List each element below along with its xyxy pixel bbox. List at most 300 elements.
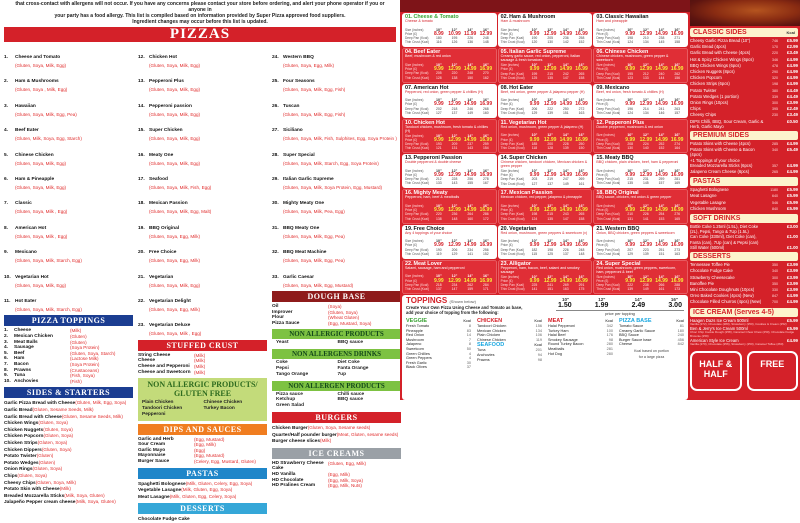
half-and-half-label: HALF	[703, 368, 728, 379]
card-value: 16"	[483, 203, 489, 208]
card-value: 276	[674, 212, 681, 217]
pizza-allergens: (Gluten, Soya, Milk, Egg)	[149, 136, 201, 142]
pizza-name: Cheese and Tomato	[15, 55, 61, 60]
card-value: 218	[436, 282, 442, 287]
pizza-number: 9.	[4, 250, 9, 256]
pizza-number: 23.	[138, 323, 145, 329]
pizza-name: Garlic Caesar	[283, 274, 314, 280]
card-row-label: Deep Pan (Kcal)	[405, 142, 429, 147]
pizza-number: 13.	[138, 79, 145, 85]
topping-item	[548, 352, 613, 357]
card-value: 12.99	[448, 136, 461, 143]
sidebar-item-price: £0.50	[787, 118, 798, 124]
card-table-row	[405, 111, 494, 115]
card-value: 16"	[483, 239, 489, 243]
card-value: 14"	[467, 133, 474, 138]
card-row-label: Price (£)	[405, 243, 418, 248]
sidebar-item-price: £4.49	[787, 93, 798, 99]
topping-price: 1.99	[594, 302, 609, 309]
card-value: 9.99	[433, 136, 444, 143]
sidebar-item-price: £3.00	[787, 224, 798, 230]
card-value: 16"	[674, 168, 681, 173]
pizza-allergens: (Gluten, Soya, Milk , Egg)	[15, 209, 68, 215]
list-item	[4, 400, 133, 407]
pizza-number: 11.	[4, 299, 11, 305]
card-value: 152	[658, 146, 665, 151]
sidebar-item-price: £3.99	[787, 262, 798, 268]
sidebar-item-kcal: 340	[772, 148, 778, 153]
item-number: 6.	[4, 356, 9, 362]
pizza-card	[498, 189, 593, 223]
card-row-label: Thin Crust (Kcal)	[500, 40, 525, 45]
pizza-card-number: 03.	[596, 14, 604, 20]
pizza-card-name: Super Special	[604, 260, 641, 267]
pizza-card-name: Classic Hawaiian	[604, 14, 649, 20]
pizza-card-number: 14.	[500, 155, 509, 161]
card-value: 246	[467, 106, 474, 111]
card-value: 12"	[547, 239, 554, 243]
item-name: Burger cheese slices	[272, 439, 320, 445]
sidebar-section-header	[690, 308, 798, 317]
card-value: 12"	[642, 203, 649, 208]
pizza-allergens: (Gluten, Soya, Milk, Egg, Fish)	[283, 111, 346, 117]
card-value: 14"	[467, 203, 474, 208]
card-row-label: Price (£)	[405, 172, 418, 177]
list-item	[272, 461, 401, 472]
pizza-allergen-item	[272, 167, 401, 190]
card-table-row	[501, 252, 590, 256]
pizza-allergen-item	[138, 167, 267, 190]
card-value: 266	[658, 283, 665, 288]
pizza-allergens: (Gluten, Soya, Milk, Egg, Pea)	[283, 258, 345, 264]
pizza-card-description: Red onion, mushroom, green peppers & sweetcorn (v)	[500, 230, 588, 235]
item-allergens: (Gluten, Sesame Seeds, Milk)	[61, 413, 123, 419]
card-table-row	[596, 287, 685, 291]
card-row-label: Thin Crust (Kcal)	[596, 287, 621, 292]
card-value: 14"	[562, 63, 569, 68]
topping-group-name: PIZZA BASE	[619, 318, 652, 324]
card-value: 123	[627, 75, 633, 80]
card-value: 16.99	[670, 136, 684, 143]
item-name: Improver	[272, 309, 293, 315]
topping-kcal: 176	[606, 333, 613, 338]
card-value: 139	[563, 146, 569, 151]
item-allergens: (Gluten, Egg, Milk)	[328, 460, 367, 466]
card-value: 16"	[674, 98, 681, 102]
item-allergens: (Gluten, Soya)	[41, 446, 72, 452]
sidebar-item-name: Cheesy Chips	[690, 112, 717, 118]
pizza-card	[402, 84, 497, 118]
pizza-name: Vegetarian Hot	[15, 274, 49, 280]
ice-creams-list	[272, 461, 401, 489]
card-value: 274	[674, 141, 681, 146]
topping-kcal: 37	[466, 365, 471, 370]
card-value: 12.99	[639, 207, 653, 214]
item-allergens: (Milk)	[59, 486, 71, 492]
card-value: 137	[436, 287, 442, 292]
card-value: 14.99	[463, 101, 477, 108]
sidebar-item-name: Garlic Bread with Cheese (4pcs)	[690, 50, 751, 56]
topping-name: Anchovies	[477, 352, 495, 357]
sidebar-item	[690, 245, 798, 250]
card-row-label: Price (£)	[596, 31, 609, 36]
card-value: 14"	[658, 27, 665, 32]
pizza-card-number: 24.	[596, 260, 604, 267]
sidebar-item-kcal: 700	[772, 300, 778, 305]
card-row-label: Deep Pan (Kcal)	[405, 212, 429, 217]
card-value: 169	[674, 181, 681, 186]
list-item	[4, 414, 133, 421]
pizza-number: 29.	[272, 177, 279, 183]
item-name: Prawns	[14, 367, 32, 373]
card-value: 16"	[674, 27, 681, 32]
pizza-allergen-item	[272, 216, 401, 239]
sidebar-item-price: £3.99	[787, 274, 798, 280]
kcal-column-label: Kcal	[786, 30, 795, 35]
card-row-label: Size (inches)	[405, 203, 424, 208]
card-value: 241	[547, 283, 553, 288]
top-band	[400, 0, 690, 12]
item-allergens: (Milk, Gluten, Egg, Soya)	[181, 487, 233, 493]
non-allergens-drinks-list	[272, 360, 401, 377]
pizza-allergen-item	[4, 289, 133, 312]
card-value: 163	[563, 287, 569, 292]
sidebar-item-kcal: 290	[772, 70, 778, 75]
card-row-label: Thin Crust (Kcal)	[500, 110, 525, 115]
pizza-card-name: American Hot	[413, 84, 449, 91]
card-value: 152	[483, 251, 489, 256]
card-row-label: Deep Pan (Kcal)	[596, 71, 620, 76]
pizza-allergen-item	[138, 216, 267, 239]
card-value: 12"	[451, 239, 458, 243]
sidebar-section-header	[690, 252, 798, 261]
card-row-label: Deep Pan (Kcal)	[596, 36, 620, 41]
item-name: Pepperoni	[142, 411, 166, 417]
pizza-card	[498, 154, 593, 188]
pizza-card-number: 16.	[405, 190, 413, 197]
card-value: 14.99	[559, 242, 573, 249]
sidebar-section-title: SOFT DRINKS	[693, 215, 741, 223]
card-value: 8.99	[433, 30, 444, 37]
sides-starters-header: SIDES & STARTERS	[4, 387, 133, 398]
pizza-card	[593, 260, 688, 294]
card-value: 171	[483, 287, 489, 292]
card-value: 12.99	[448, 66, 461, 73]
card-value: 14"	[562, 239, 569, 243]
sidebar-item-kcal: 170	[772, 45, 778, 50]
pizza-allergens: (Gluten, Soya, Egg, Milk)	[149, 233, 201, 239]
card-value: 264	[467, 212, 474, 217]
card-value: 199	[531, 71, 538, 76]
item-number: 10.	[4, 378, 11, 384]
card-value: 12"	[547, 63, 554, 68]
pizza-allergens: (Gluten, Soya, Milk, Egg)	[149, 111, 201, 117]
list-item	[138, 459, 267, 465]
item-name: Spaghetti Bolognese	[138, 481, 186, 487]
pizza-card-number: 23.	[500, 260, 509, 267]
card-value: 9.99	[625, 277, 636, 284]
card-value: 14"	[562, 274, 569, 279]
kcal-note: for a large pizza	[638, 354, 665, 359]
topping-kcal: 81	[679, 324, 684, 328]
pizza-allergen-item	[138, 289, 267, 312]
card-value: 12.99	[448, 277, 461, 284]
kcal-column-label: Kcal	[605, 319, 613, 323]
card-value: 16.99	[670, 66, 684, 73]
topping-groups	[406, 318, 684, 370]
pizza-name: Hot Eater	[15, 299, 37, 305]
list-item	[4, 493, 133, 500]
sidebar-item-name: Hot & Spicy Chicken Wings (6pcs)	[690, 56, 754, 62]
kcal-column-label: Kcal	[463, 319, 471, 323]
item-allergens: (Gluten, Soya)	[328, 309, 358, 315]
sidebar-item-kcal: 546	[772, 200, 778, 205]
sidebar-item	[690, 206, 798, 212]
card-value: 14.99	[655, 171, 668, 178]
card-row-label: Price (£)	[500, 173, 513, 178]
pizza-allergens: (Gluten, Soya, Milk, Egg)	[149, 87, 201, 93]
card-row-label: Thin Crust (Kcal)	[596, 181, 621, 186]
card-value: 231	[643, 177, 649, 182]
card-row-label: Thin Crust (Kcal)	[500, 146, 525, 151]
card-value: 16.99	[670, 277, 684, 284]
card-value: 10"	[435, 133, 442, 138]
item-name: Cheesy Chips	[4, 480, 36, 486]
card-value: 16.99	[479, 242, 493, 249]
pizza-name: Vegetarian Delight	[149, 299, 191, 305]
pizza-card-description: Tandoori chicken, mushroom, fresh tomato & chillies (H)	[405, 124, 489, 133]
sides-price-sidebar	[690, 26, 798, 400]
card-value: 269	[578, 177, 585, 182]
card-value: 195	[627, 71, 633, 76]
item-name: Plain Chicken	[142, 400, 174, 406]
sidebar-item-price: £4.99	[787, 69, 798, 75]
card-value: 16.99	[575, 101, 588, 108]
topping-name: Black Olives	[406, 365, 427, 370]
item-name: Chocolate Fudge Cake	[138, 517, 190, 523]
pizza-number: 6.	[4, 177, 9, 183]
pizza-number: 8.	[4, 225, 9, 231]
card-value: 12.99	[543, 101, 557, 108]
pastas-list	[138, 481, 267, 501]
pizza-card-description: Ham & mushroom	[500, 19, 530, 23]
card-value: 14.99	[559, 136, 573, 143]
pizza-allergens: (Gluten, Soya, Milk, Egg, Mustard)	[283, 282, 354, 288]
card-value: 14"	[467, 168, 474, 173]
pizza-name: BBQ Original	[149, 225, 180, 231]
sidebar-item-name: Chocolate Fudge Cake	[690, 268, 733, 274]
pizza-card-number: 17.	[500, 190, 509, 197]
item-name: Jalapeño Pepper cream cheese	[4, 500, 76, 506]
sidebar-item-name: Garlic Bread (4pcs)	[690, 44, 727, 50]
topping-name: Plain Chicken	[477, 333, 501, 338]
sidebar-item-name: Ben & Jerry's Ice Cream 500ml	[690, 326, 748, 332]
card-value: 291	[578, 283, 585, 288]
topping-name: Turkey Ham	[548, 328, 569, 333]
pizza-allergens: (Gluten, Milk, Soya, Egg, Starch)	[15, 136, 82, 142]
card-value: 193	[436, 142, 442, 147]
topping-name: Fresh Garlic	[406, 360, 427, 365]
pizza-allergens: (Gluten, Soya, Milk, Egg)	[15, 185, 67, 191]
card-value: 212	[436, 177, 442, 182]
card-value: 9.99	[529, 207, 540, 214]
sidebar-item-name: Oreo Baked Cookies (4pcs) (New)	[690, 293, 754, 299]
topping-kcal: 280	[606, 342, 613, 347]
item-allergens: (Gluten, Soya, Sesame seeds)	[307, 425, 371, 431]
item-name: Mayonnaise	[138, 453, 166, 459]
pizza-card-name: Free Choice	[413, 225, 445, 232]
card-value: 146	[658, 110, 665, 115]
card-value: 158	[674, 40, 681, 45]
card-value: 155	[467, 181, 474, 186]
card-value: 12.99	[543, 30, 557, 37]
card-value: 254	[658, 212, 665, 217]
kcal-column-label: Kcal	[534, 343, 542, 348]
card-value: 12.99	[543, 172, 557, 179]
card-row-label: Deep Pan (Kcal)	[405, 282, 429, 287]
pizza-allergen-item	[138, 240, 267, 263]
card-value: 131	[627, 216, 633, 221]
card-value: 9.99	[529, 30, 540, 37]
card-table-row	[596, 76, 685, 80]
item-name: Green Salad	[276, 403, 304, 409]
card-row-label: Thin Crust (Kcal)	[596, 110, 621, 115]
card-value: 161	[658, 287, 665, 292]
topping-kcal: 30	[466, 360, 471, 365]
card-value: 226	[563, 247, 569, 252]
card-value: 130	[547, 40, 553, 45]
pizza-allergens: (Gluten, Soya, Milk , Egg)	[149, 331, 202, 337]
pizza-allergen-item	[272, 240, 401, 263]
sidebar-item-name: Jalapeno Cream Cheese (6pcs)	[690, 169, 750, 175]
card-value: 148	[451, 216, 458, 221]
card-value: 14"	[658, 133, 665, 138]
card-value: 16"	[578, 98, 585, 102]
sidebar-item-kcal: 395	[772, 107, 778, 112]
card-value: 185	[531, 141, 538, 146]
card-value: 205	[547, 36, 553, 41]
card-row-label: Thin Crust (Kcal)	[405, 40, 429, 45]
card-value: 198	[627, 36, 633, 41]
card-value: 208	[627, 141, 633, 146]
topping-name: Meatballs	[548, 346, 565, 351]
card-table-row	[501, 287, 590, 291]
card-value: 12"	[547, 98, 554, 102]
item-name: Fanta Orange	[337, 366, 369, 372]
card-value: 12.99	[543, 207, 557, 214]
card-value: 158	[578, 216, 585, 221]
card-value: 16"	[674, 274, 681, 279]
pizza-card	[593, 225, 688, 259]
pizza-card-number: 21.	[596, 225, 604, 232]
list-item	[4, 447, 133, 454]
card-value: 14.99	[463, 136, 477, 143]
card-value: 14.99	[655, 136, 668, 143]
pizza-card-description: Red onion, mushroom, green pepper & jalapeno (H)	[500, 124, 584, 129]
pizza-number: 2.	[4, 79, 9, 85]
allergen-col-2	[138, 45, 267, 523]
card-row-label: Deep Pan (Kcal)	[405, 106, 429, 111]
topping-name: Smokey Sausage	[548, 337, 578, 342]
card-value: 139	[643, 251, 649, 256]
pizza-card-name: Alligator	[509, 260, 532, 267]
sidebar-item-name: Chicken Popcorn	[690, 75, 722, 81]
topping-name: Tuna	[477, 348, 486, 353]
item-allergens: (Gluten)	[36, 453, 54, 459]
pizza-card-name: Chicken Hot	[413, 119, 445, 126]
item-allergens: (Fish, Soya)	[70, 373, 95, 379]
pizza-number: 3.	[4, 103, 9, 109]
pizza-card-number: 22.	[405, 260, 413, 267]
card-value: 16"	[483, 274, 489, 279]
card-value: 16.99	[575, 277, 588, 284]
sidebar-item-name: Mini Chocolate Doughnuts (10pcs)	[690, 286, 755, 292]
item-allergens: (Gluten, Soya)	[32, 466, 63, 472]
card-value: 210	[627, 212, 633, 217]
sidebar-section-header	[690, 28, 798, 37]
sidebar-item-name: Strawberry Cheesecake	[690, 274, 735, 280]
pizza-card-description: Onion, BBQ chicken, green peppers & sweetcorn	[596, 230, 675, 235]
item-allergens: (Gluten)	[70, 339, 87, 345]
pizza-card-number: 10.	[405, 119, 413, 126]
item-name: Chicken Dippers	[4, 447, 42, 453]
item-name: Pizza Sauce	[272, 320, 300, 326]
item-name: Ketchup	[276, 397, 296, 403]
card-value: 12"	[451, 62, 458, 67]
topping-kcal: 98	[537, 357, 542, 362]
list-item	[272, 321, 401, 327]
card-value: 10"	[627, 98, 634, 102]
card-value: 250	[563, 106, 569, 111]
list-item	[4, 407, 133, 414]
card-value: 10"	[435, 203, 442, 208]
topping-name: BBQ Sauce	[619, 333, 639, 338]
card-value: 10"	[627, 274, 634, 279]
card-value: 12"	[547, 133, 554, 138]
card-value: 157	[658, 181, 665, 186]
pizza-name: Seafood	[149, 177, 168, 183]
card-table-row	[405, 287, 494, 291]
pizza-number: 33.	[272, 274, 279, 280]
pizza-card-name: BBQ Original	[604, 190, 639, 197]
card-value: 16"	[578, 239, 585, 243]
card-value: 242	[563, 71, 569, 76]
topping-name: Halal Beef	[548, 333, 566, 338]
topping-kcal: 156	[535, 324, 542, 328]
desserts-list	[138, 516, 267, 523]
card-value: 9.99	[433, 66, 444, 73]
pizza-card-description: BBQ chicken, plain chicken, beef, ham & pepperoni	[596, 160, 679, 164]
sidebar-item-price: £4.99	[787, 141, 798, 147]
topping-name: Green Peppers	[406, 356, 432, 361]
card-value: 12"	[642, 63, 649, 68]
pizza-allergen-item	[138, 45, 267, 68]
pizza-name: Chinese Chicken	[15, 152, 54, 158]
pizza-card-description: Beef, mushroom & red onion	[405, 54, 451, 59]
card-row-label: Deep Pan (Kcal)	[596, 247, 620, 252]
card-value: 198	[531, 212, 538, 217]
list-item	[4, 427, 133, 434]
card-value: 172	[483, 216, 489, 221]
card-table-row	[501, 111, 590, 115]
card-value: 9.99	[529, 242, 540, 249]
card-value: 259	[483, 142, 489, 147]
card-table-row	[405, 217, 494, 221]
item-name: Flour	[272, 315, 284, 321]
card-value: 135	[547, 75, 553, 80]
pizza-name: Vegetarian Deluxe	[149, 323, 191, 329]
half-and-half-box	[690, 351, 742, 391]
